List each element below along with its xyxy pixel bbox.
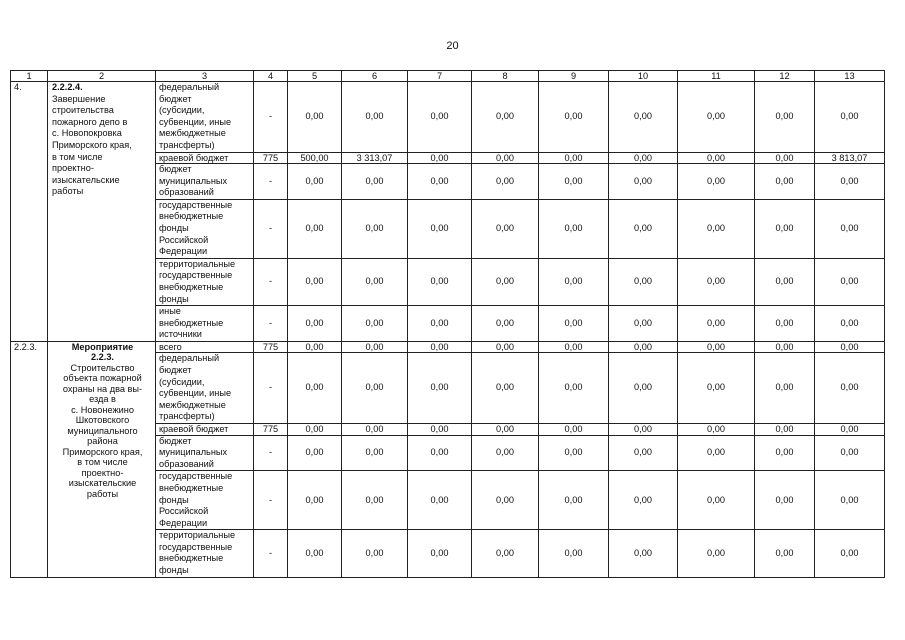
text-line: изыскательские <box>52 174 120 185</box>
value-cell: 0,00 <box>342 530 408 577</box>
code-cell: - <box>254 258 288 305</box>
value-cell: 0,00 <box>755 82 815 153</box>
value-cell: 0,00 <box>472 435 539 471</box>
value-cell: 0,00 <box>755 306 815 342</box>
text-line: федеральный <box>159 82 220 92</box>
funding-source <box>156 435 254 471</box>
column-header: 11 <box>678 71 755 82</box>
column-header: 8 <box>472 71 539 82</box>
text-line: межбюджетные <box>159 399 226 410</box>
code-cell: - <box>254 82 288 153</box>
value-cell: 0,00 <box>342 82 408 153</box>
value-cell: 0,00 <box>678 530 755 577</box>
value-cell: 0,00 <box>815 199 885 258</box>
value-cell: 3 813,07 <box>815 152 885 164</box>
value-cell: 0,00 <box>342 435 408 471</box>
value-cell: 0,00 <box>472 471 539 530</box>
code-cell: - <box>254 471 288 530</box>
value-cell: 0,00 <box>288 306 342 342</box>
text-line: бюджет <box>159 435 192 446</box>
value-cell: 0,00 <box>678 306 755 342</box>
value-cell: 0,00 <box>609 164 678 200</box>
text-line: в том числе <box>52 151 103 162</box>
text-line: проектно- <box>81 467 124 478</box>
text-line: охраны на два вы- <box>62 383 143 394</box>
text-line: фонды <box>159 565 189 576</box>
value-cell: 500,00 <box>288 152 342 164</box>
row-number-text: 2.2.3. <box>14 341 37 352</box>
column-header: 10 <box>609 71 678 82</box>
text-line: фонды <box>159 293 189 304</box>
row-number <box>11 82 48 342</box>
column-header: 13 <box>815 71 885 82</box>
value-cell: 0,00 <box>408 164 472 200</box>
text-line: (субсидии, <box>159 376 205 387</box>
text-line: бюджет <box>159 164 192 175</box>
text-line: государственные <box>159 541 233 552</box>
value-cell: 0,00 <box>678 424 755 436</box>
value-cell: 0,00 <box>472 353 539 424</box>
value-cell: 0,00 <box>408 199 472 258</box>
column-header: 5 <box>288 71 342 82</box>
value-cell: 0,00 <box>755 530 815 577</box>
value-cell: 0,00 <box>539 530 609 577</box>
value-cell: 0,00 <box>472 258 539 305</box>
text-line: внебюджетные <box>159 211 224 222</box>
value-cell: 0,00 <box>815 82 885 153</box>
value-cell: 3 313,07 <box>342 152 408 164</box>
value-cell: 0,00 <box>288 353 342 424</box>
value-cell: 0,00 <box>609 199 678 258</box>
value-cell: 0,00 <box>408 152 472 164</box>
value-cell: 0,00 <box>288 471 342 530</box>
text-line: муниципальных <box>159 175 228 186</box>
value-cell: 0,00 <box>755 353 815 424</box>
value-cell: 0,00 <box>472 306 539 342</box>
text-line: работы <box>52 186 84 197</box>
text-line: (субсидии, <box>159 105 205 116</box>
measure-code <box>72 342 133 363</box>
table-row <box>11 341 885 353</box>
value-cell: 0,00 <box>609 82 678 153</box>
column-header: 1 <box>11 71 48 82</box>
code-cell: 775 <box>254 424 288 436</box>
value-cell: 0,00 <box>472 530 539 577</box>
value-cell: 0,00 <box>288 199 342 258</box>
text-line: Строительство <box>70 362 135 373</box>
funding-source <box>156 530 254 577</box>
value-cell: 0,00 <box>609 530 678 577</box>
value-cell: 0,00 <box>408 435 472 471</box>
value-cell: 0,00 <box>539 341 609 353</box>
text-line: Федерации <box>159 246 208 257</box>
text-line: территориальные <box>159 258 236 269</box>
code-cell: - <box>254 435 288 471</box>
value-cell: 0,00 <box>678 353 755 424</box>
value-cell: 0,00 <box>678 341 755 353</box>
value-cell: 0,00 <box>678 199 755 258</box>
text-line: трансферты) <box>159 411 215 422</box>
value-cell: 0,00 <box>678 152 755 164</box>
value-cell: 0,00 <box>815 258 885 305</box>
value-cell: 0,00 <box>609 353 678 424</box>
value-cell: 0,00 <box>408 424 472 436</box>
value-cell: 0,00 <box>472 164 539 200</box>
text-line: образований <box>159 458 214 469</box>
value-cell: 0,00 <box>288 435 342 471</box>
column-header: 3 <box>156 71 254 82</box>
value-cell: 0,00 <box>288 164 342 200</box>
page-number: 20 <box>446 40 459 52</box>
text-line: Приморского края, <box>62 446 143 457</box>
measure-name <box>48 341 156 577</box>
value-cell: 0,00 <box>472 199 539 258</box>
value-cell: 0,00 <box>539 82 609 153</box>
code-cell: - <box>254 530 288 577</box>
value-cell: 0,00 <box>342 353 408 424</box>
value-cell: 0,00 <box>815 530 885 577</box>
text-line: внебюджетные <box>159 317 224 328</box>
text-line: с. Новопокровка <box>52 128 122 139</box>
value-cell: 0,00 <box>678 82 755 153</box>
value-cell: 0,00 <box>472 424 539 436</box>
funding-source <box>156 341 254 353</box>
value-cell: 0,00 <box>539 424 609 436</box>
value-cell: 0,00 <box>342 199 408 258</box>
value-cell: 0,00 <box>539 353 609 424</box>
value-cell: 0,00 <box>288 530 342 577</box>
value-cell: 0,00 <box>288 82 342 153</box>
text-line: изыскательские <box>68 478 137 489</box>
text-line: района <box>87 436 118 447</box>
text-line: проектно- <box>52 163 94 174</box>
value-cell: 0,00 <box>539 258 609 305</box>
row-number-text: 4. <box>14 82 22 92</box>
text-line: муниципальных <box>159 447 228 458</box>
value-cell: 0,00 <box>408 258 472 305</box>
text-line: краевой бюджет <box>159 424 229 435</box>
text-line: бюджет <box>159 93 192 104</box>
value-cell: 0,00 <box>609 341 678 353</box>
funding-source <box>156 152 254 164</box>
value-cell: 0,00 <box>342 258 408 305</box>
value-cell: 0,00 <box>678 164 755 200</box>
text-line: территориальные <box>159 530 236 541</box>
value-cell: 0,00 <box>539 199 609 258</box>
value-cell: 0,00 <box>539 435 609 471</box>
text-line: в том числе <box>77 457 128 468</box>
column-header: 7 <box>408 71 472 82</box>
value-cell: 0,00 <box>288 341 342 353</box>
funding-source <box>156 471 254 530</box>
value-cell: 0,00 <box>609 152 678 164</box>
text-line: с. Новонежино <box>71 404 134 415</box>
code-cell: 775 <box>254 341 288 353</box>
table-row <box>11 82 885 153</box>
value-cell: 0,00 <box>815 424 885 436</box>
text-line: пожарного депо в <box>52 116 128 127</box>
text-line: внебюджетные <box>159 553 224 564</box>
value-cell: 0,00 <box>342 164 408 200</box>
value-cell: 0,00 <box>472 82 539 153</box>
header-row <box>11 71 885 82</box>
code-cell: - <box>254 306 288 342</box>
value-cell: 0,00 <box>755 471 815 530</box>
text-line: бюджет <box>159 365 192 376</box>
value-cell: 0,00 <box>408 471 472 530</box>
value-cell: 0,00 <box>609 306 678 342</box>
value-cell: 0,00 <box>288 424 342 436</box>
value-cell: 0,00 <box>539 306 609 342</box>
value-cell: 0,00 <box>755 435 815 471</box>
value-cell: 0,00 <box>408 341 472 353</box>
text-line: межбюджетные <box>159 128 226 139</box>
value-cell: 0,00 <box>755 341 815 353</box>
text-line: езда в <box>89 394 116 405</box>
funding-source <box>156 82 254 153</box>
text-line: государственные <box>159 471 233 482</box>
funding-source <box>156 164 254 200</box>
value-cell: 0,00 <box>815 471 885 530</box>
value-cell: 0,00 <box>539 152 609 164</box>
column-header: 2 <box>48 71 156 82</box>
funding-source <box>156 353 254 424</box>
value-cell: 0,00 <box>288 258 342 305</box>
text-line: фонды <box>159 223 189 234</box>
value-cell: 0,00 <box>815 435 885 471</box>
text-line: Завершение <box>52 93 106 104</box>
table-body <box>11 71 885 578</box>
value-cell: 0,00 <box>678 471 755 530</box>
text-line: государственные <box>159 199 233 210</box>
value-cell: 0,00 <box>815 164 885 200</box>
value-cell: 0,00 <box>342 424 408 436</box>
text-line: иные <box>159 306 181 317</box>
value-cell: 0,00 <box>815 306 885 342</box>
code-cell: - <box>254 199 288 258</box>
value-cell: 0,00 <box>815 353 885 424</box>
text-line: Мероприятие <box>71 341 134 352</box>
column-header: 12 <box>755 71 815 82</box>
value-cell: 0,00 <box>815 341 885 353</box>
code-cell: - <box>254 164 288 200</box>
value-cell: 0,00 <box>755 152 815 164</box>
value-cell: 0,00 <box>755 424 815 436</box>
text-line: внебюджетные <box>159 482 224 493</box>
value-cell: 0,00 <box>408 530 472 577</box>
text-line: Шкотовского <box>75 415 130 426</box>
text-line: образований <box>159 187 214 198</box>
code-cell: - <box>254 353 288 424</box>
text-line: фонды <box>159 494 189 505</box>
measure-code: 2.2.2.4. <box>52 82 83 92</box>
text-line: субвенции, иные <box>159 388 232 399</box>
value-cell: 0,00 <box>755 258 815 305</box>
value-cell: 0,00 <box>342 341 408 353</box>
row-number <box>11 341 48 577</box>
value-cell: 0,00 <box>539 164 609 200</box>
measure-title <box>52 94 132 197</box>
value-cell: 0,00 <box>755 199 815 258</box>
funding-source <box>156 199 254 258</box>
text-line: государственные <box>159 270 233 281</box>
funding-source <box>156 424 254 436</box>
text-line: всего <box>159 341 182 352</box>
text-line: федеральный <box>159 353 220 364</box>
budget-table <box>10 70 885 578</box>
text-line: объекта пожарной <box>63 373 142 384</box>
text-line: источники <box>159 329 202 340</box>
value-cell: 0,00 <box>609 258 678 305</box>
value-cell: 0,00 <box>609 471 678 530</box>
text-line: муниципального <box>67 425 138 436</box>
value-cell: 0,00 <box>408 306 472 342</box>
text-line: Приморского края, <box>52 139 132 150</box>
value-cell: 0,00 <box>408 353 472 424</box>
code-cell: 775 <box>254 152 288 164</box>
value-cell: 0,00 <box>678 435 755 471</box>
text-line: строительства <box>52 105 114 116</box>
text-line: внебюджетные <box>159 282 224 292</box>
value-cell: 0,00 <box>472 341 539 353</box>
column-header: 9 <box>539 71 609 82</box>
text-line: краевой бюджет <box>159 152 229 163</box>
value-cell: 0,00 <box>755 164 815 200</box>
value-cell: 0,00 <box>609 435 678 471</box>
measure-title <box>63 363 143 499</box>
value-cell: 0,00 <box>472 152 539 164</box>
value-cell: 0,00 <box>342 306 408 342</box>
funding-source <box>156 306 254 342</box>
text-line: трансферты) <box>159 139 215 150</box>
value-cell: 0,00 <box>539 471 609 530</box>
text-line: работы <box>86 488 119 499</box>
text-line: Российской <box>159 234 209 245</box>
column-header: 6 <box>342 71 408 82</box>
funding-source <box>156 258 254 305</box>
text-line: Федерации <box>159 517 208 528</box>
text-line: субвенции, иные <box>159 116 232 127</box>
text-line: Российской <box>159 506 209 517</box>
value-cell: 0,00 <box>408 82 472 153</box>
value-cell: 0,00 <box>678 258 755 305</box>
text-line: 2.2.3. <box>91 352 114 363</box>
value-cell: 0,00 <box>342 471 408 530</box>
column-header: 4 <box>254 71 288 82</box>
value-cell: 0,00 <box>609 424 678 436</box>
measure-name <box>48 82 156 342</box>
